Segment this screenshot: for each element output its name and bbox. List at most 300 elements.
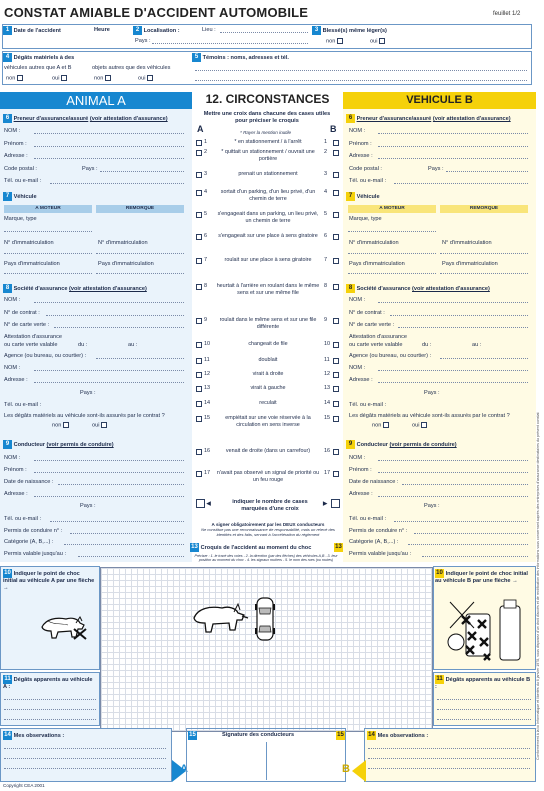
circ-9-a-number: 9 xyxy=(204,317,208,323)
b-contrat-label: N° de contrat : xyxy=(349,310,385,316)
b-pays-immat-line[interactable] xyxy=(348,273,436,274)
circ-10-a-checkbox[interactable] xyxy=(196,342,202,348)
circ-4-text: sortait d'un parking, d'un lieu privé, d'un chemin de terre xyxy=(220,189,316,202)
a-categorie-line[interactable] xyxy=(64,544,184,545)
side-legal-text: Conformément à la loi Informatique et libertés du 6 janvier 1978, vous disposez d'un droit d'accès et de rectification des informations vous concernant auprès des entreprises d'assurance destinataires du présent constat xyxy=(536,412,540,760)
circ-8-a-checkbox[interactable] xyxy=(196,284,202,290)
circ-17-b-checkbox[interactable] xyxy=(333,471,339,477)
section-1-badge: 1 xyxy=(3,26,12,35)
blesses-non-checkbox[interactable] xyxy=(337,38,343,44)
b-du-label: du : xyxy=(422,342,432,348)
b-choc-wrap xyxy=(435,569,531,585)
a-naissance-line[interactable] xyxy=(58,484,184,485)
signature-label: Signature des conducteurs xyxy=(222,732,295,738)
section-3-badge: 3 xyxy=(312,26,321,35)
section-13-badge-b-wrap xyxy=(334,543,343,552)
circ-12-b-checkbox[interactable] xyxy=(333,372,339,378)
circ-row-4 xyxy=(194,188,342,208)
a-contrat-label: N° de contrat : xyxy=(4,310,40,316)
degats-obj-oui-checkbox[interactable] xyxy=(147,75,153,81)
lieu-line[interactable] xyxy=(220,32,308,33)
b-degats-non-checkbox[interactable] xyxy=(383,422,389,428)
circ-9-a-checkbox[interactable] xyxy=(196,318,202,324)
circ-15-a-checkbox[interactable] xyxy=(196,416,202,422)
b-section-14-badge: 14 xyxy=(368,732,375,738)
a-cond-prenom-line[interactable] xyxy=(34,472,184,473)
b-degats-oui-checkbox[interactable] xyxy=(421,422,427,428)
b-societe-label: Société d'assurance xyxy=(356,285,411,292)
b-degats-line-1[interactable] xyxy=(437,699,531,700)
b-agence-adresse-line[interactable] xyxy=(378,382,528,383)
degats-veh-non-wrap xyxy=(6,75,23,81)
a-preneur-wrap xyxy=(3,114,168,123)
b-pays-label: Pays : xyxy=(428,166,444,172)
a-cond-pays-label: Pays : xyxy=(80,503,96,509)
a-permis-label: Permis de conduire n° : xyxy=(4,528,63,534)
circ-row-8 xyxy=(194,282,342,302)
a-agence-nom-label: NOM : xyxy=(4,365,21,371)
b-soc-nom-line[interactable] xyxy=(378,302,528,303)
a-vehicule-label: Véhicule xyxy=(13,193,37,200)
circ-5-text: s'engageait dans un parking, un lieu privé, un chemin de terre xyxy=(217,211,319,224)
degats-label: Dégâts matériels à des xyxy=(13,54,75,61)
circ-16-b-checkbox[interactable] xyxy=(333,449,339,455)
section-5-badge: 5 xyxy=(192,53,201,62)
b-permis-line[interactable] xyxy=(414,533,528,534)
b-vehicule-label: Véhicule xyxy=(356,193,380,200)
circ-10-text: changeait de file xyxy=(248,341,288,347)
circ-8-b-number: 8 xyxy=(324,283,328,289)
a-cond-prenom-label: Prénom : xyxy=(4,467,27,473)
circ-1-b-checkbox[interactable] xyxy=(333,140,339,146)
b-au-label: au : xyxy=(472,342,482,348)
signature-badge-a-wrap xyxy=(188,731,197,740)
b-attestation-label: Attestation d'assurance xyxy=(349,334,407,340)
circ-6-text: s'engageait sur une place à sens giratoire xyxy=(218,233,318,239)
circ-1-a-number: 1 xyxy=(204,139,208,145)
section-4-badge: 4 xyxy=(3,53,12,62)
circ-1-b-number: 1 xyxy=(324,139,328,145)
degats-wrap xyxy=(3,53,74,62)
circ-12-text: virait à droite xyxy=(252,371,284,377)
a-adresse-label: Adresse : xyxy=(4,153,28,159)
a-degats-line-2[interactable] xyxy=(4,709,96,710)
b-preneur-wrap xyxy=(346,114,511,123)
a-prenom-label: Prénom : xyxy=(4,141,27,147)
a-obs-line-3[interactable] xyxy=(4,768,166,769)
b-naissance-label: Date de naissance : xyxy=(349,479,399,485)
a-degats-line-3[interactable] xyxy=(4,719,96,720)
circ-10-b-checkbox[interactable] xyxy=(333,342,339,348)
circ-4-a-number: 4 xyxy=(204,189,208,195)
circ-6-b-number: 6 xyxy=(324,233,328,239)
b-degats-line-2[interactable] xyxy=(437,709,531,710)
a-immat-label: N° d'immatriculation xyxy=(4,240,54,246)
temoins-line-2[interactable] xyxy=(195,80,527,81)
a-valable-label: ou carte verte valable xyxy=(4,342,58,348)
circ-9-text: roulait dans le même sens et sur une file différente xyxy=(219,317,317,330)
circ-7-text: roulait sur une place à sens giratoire xyxy=(224,257,312,263)
circ-15-b-number: 15 xyxy=(324,415,331,421)
b-remorque-pays-immat-label: Pays d'immatriculation xyxy=(442,261,498,267)
circ-row-9 xyxy=(194,316,342,336)
b-adresse-label: Adresse : xyxy=(349,153,373,159)
pays-line[interactable] xyxy=(152,43,308,44)
circ-7-b-checkbox[interactable] xyxy=(333,258,339,264)
blesses-oui-checkbox[interactable] xyxy=(379,38,385,44)
circ-3-b-number: 3 xyxy=(324,171,328,177)
b-preneur-label: Preneur d'assurance/assuré xyxy=(356,115,432,122)
form-title: CONSTAT AMIABLE D'ACCIDENT AUTOMOBILE xyxy=(4,5,309,20)
b-obs-line-3[interactable] xyxy=(368,768,530,769)
a-degats-oui-wrap xyxy=(92,422,107,428)
a-remorque-head: REMORQUE xyxy=(96,205,184,213)
a-agence-nom-line[interactable] xyxy=(34,370,184,371)
a-carte-verte-line[interactable] xyxy=(54,327,184,328)
b-nom-line[interactable] xyxy=(378,133,528,134)
circ-16-text: venait de droite (dans un carrefour) xyxy=(225,448,311,454)
a-section-11-badge: 11 xyxy=(4,676,11,682)
degats-obj-non: non xyxy=(94,75,104,82)
a-remorque-immat-label: N° d'immatriculation xyxy=(98,240,148,246)
copyright: Copyright CEA 2001 xyxy=(3,783,45,788)
circ-14-a-number: 14 xyxy=(204,400,211,406)
circ-13-b-checkbox[interactable] xyxy=(333,386,339,392)
circ-6-a-checkbox[interactable] xyxy=(196,234,202,240)
b-pays-line[interactable] xyxy=(446,171,528,172)
a-agence-label: Agence (ou bureau, ou courtier) : xyxy=(4,353,87,359)
a-agence-adresse-line[interactable] xyxy=(34,382,184,383)
circ-2-a-checkbox[interactable] xyxy=(196,150,202,156)
circ-6-b-checkbox[interactable] xyxy=(333,234,339,240)
circ-5-b-checkbox[interactable] xyxy=(333,212,339,218)
b-cond-tel-line[interactable] xyxy=(394,521,528,522)
date-label: Date de l'accident xyxy=(13,27,61,34)
b-observations-wrap xyxy=(367,731,428,740)
circ-row-7 xyxy=(194,256,342,276)
circ-3-a-checkbox[interactable] xyxy=(196,172,202,178)
section-13-badge: 13 xyxy=(191,544,198,550)
a-pays-label: Pays : xyxy=(82,166,98,172)
circ-17-b-number: 17 xyxy=(324,470,331,476)
circ-10-b-number: 10 xyxy=(324,341,331,347)
a-conducteur-wrap xyxy=(3,440,114,449)
a-prenom-line[interactable] xyxy=(34,146,184,147)
b-agence-nom-line[interactable] xyxy=(378,370,528,371)
a-degats-non-wrap xyxy=(52,422,69,428)
b-cond-prenom-line[interactable] xyxy=(378,472,528,473)
a-conducteur-note: (voir permis de conduire) xyxy=(46,441,114,448)
a-nom-line[interactable] xyxy=(34,133,184,134)
b-agence-line[interactable] xyxy=(440,358,528,359)
circ-8-b-checkbox[interactable] xyxy=(333,284,339,290)
b-agence-label: Agence (ou bureau, ou courtier) : xyxy=(349,353,432,359)
b-agence-pays-label: Pays : xyxy=(424,390,440,396)
a-pays-immat-label: Pays d'immatriculation xyxy=(4,261,60,267)
circ-17-a-checkbox[interactable] xyxy=(196,471,202,477)
b-obs-line-2[interactable] xyxy=(368,758,530,759)
objets-label: objets autres que des véhicules xyxy=(92,65,171,71)
b-tel-line[interactable] xyxy=(394,183,528,184)
b-marque-line[interactable] xyxy=(348,231,436,232)
circ-5-a-checkbox[interactable] xyxy=(196,212,202,218)
a-nom-label: NOM : xyxy=(4,128,21,134)
circ-3-text: prenait un stationnement xyxy=(238,171,298,177)
a-au-label: au : xyxy=(128,342,138,348)
a-categorie-label: Catégorie (A, B,...) : xyxy=(4,539,54,545)
circ-1-a-checkbox[interactable] xyxy=(196,140,202,146)
b-cond-pays-label: Pays : xyxy=(424,503,440,509)
lieu-label: Lieu : xyxy=(202,27,216,33)
circ-count-a-box[interactable] xyxy=(196,499,205,508)
b-agence-tel-label: Tél. ou e-mail : xyxy=(349,402,386,408)
a-cp-label: Code postal : xyxy=(4,166,37,172)
b-degats-oui-wrap xyxy=(412,422,427,428)
a-agence-pays-label: Pays : xyxy=(80,390,96,396)
circ-14-b-checkbox[interactable] xyxy=(333,401,339,407)
circ-3-b-checkbox[interactable] xyxy=(333,172,339,178)
circ-2-a-number: 2 xyxy=(204,149,208,155)
date-label-wrap xyxy=(3,26,61,35)
a-section-9-badge: 9 xyxy=(3,440,12,449)
a-contrat-line[interactable] xyxy=(46,315,184,316)
circ-col-b: B xyxy=(330,124,337,134)
b-vehicle-drawing xyxy=(444,598,526,664)
b-section-7-badge: 7 xyxy=(346,192,355,201)
a-pays-line[interactable] xyxy=(100,171,184,172)
arrow-b-icon xyxy=(352,760,366,782)
b-remorque-head: REMORQUE xyxy=(440,205,528,213)
a-cond-nom-line[interactable] xyxy=(34,460,184,461)
a-cond-adresse-label: Adresse : xyxy=(4,491,28,497)
b-prenom-line[interactable] xyxy=(378,146,528,147)
circ-2-text: * quittait un stationnement / ouvrait une portière xyxy=(221,149,315,162)
circ-count-wrap: ◀ xyxy=(194,499,211,508)
circ-12-a-checkbox[interactable] xyxy=(196,372,202,378)
a-marque-label: Marque, type xyxy=(4,216,37,222)
circ-14-text: reculait xyxy=(259,400,277,406)
a-permis-valable-label: Permis valable jusqu'au : xyxy=(4,551,67,557)
degats-obj-oui-wrap xyxy=(138,75,153,81)
a-degats-non-checkbox[interactable] xyxy=(63,422,69,428)
b-immat-line[interactable] xyxy=(348,253,436,254)
b-observations-label: Mes observations : xyxy=(377,732,429,739)
circ-12-a-number: 12 xyxy=(204,371,211,377)
temoins-line-1[interactable] xyxy=(195,70,527,71)
a-adresse-line[interactable] xyxy=(34,158,184,159)
degats-obj-oui: oui xyxy=(138,75,146,82)
a-animal-drawing xyxy=(40,613,92,643)
temoins-wrap xyxy=(192,53,289,62)
circ-9-b-checkbox[interactable] xyxy=(333,318,339,324)
heure-label: Heure xyxy=(94,27,110,33)
circ-4-a-checkbox[interactable] xyxy=(196,190,202,196)
a-degats-line-1[interactable] xyxy=(4,699,96,700)
b-tel-label: Tél. ou e-mail : xyxy=(349,178,386,184)
accident-sketch[interactable] xyxy=(100,567,433,732)
b-marque-label: Marque, type xyxy=(349,216,382,222)
a-permis-line[interactable] xyxy=(70,533,184,534)
a-attestation-label: Attestation d'assurance xyxy=(4,334,62,340)
pays-label: Pays : xyxy=(135,38,151,44)
b-remorque-immat-line[interactable] xyxy=(440,253,528,254)
a-soc-nom-line[interactable] xyxy=(34,302,184,303)
b-vehicule-wrap xyxy=(346,192,380,201)
a-remorque-immat-line[interactable] xyxy=(96,253,184,254)
circ-row-6 xyxy=(194,232,342,252)
a-degats-oui: oui xyxy=(92,422,100,429)
circ-2-b-number: 2 xyxy=(324,149,328,155)
a-carte-verte-label: N° de carte verte : xyxy=(4,322,50,328)
a-tel-line[interactable] xyxy=(50,183,184,184)
sketch-car-drawing xyxy=(254,596,276,642)
arrow-a-letter: A xyxy=(180,763,188,775)
a-obs-line-1[interactable] xyxy=(4,748,166,749)
a-pays-immat-line[interactable] xyxy=(4,273,92,274)
b-degats-line-3[interactable] xyxy=(437,719,531,720)
column-a-header: ANIMAL A xyxy=(0,92,192,109)
b-section-9-badge: 9 xyxy=(346,440,355,449)
circ-7-a-number: 7 xyxy=(204,257,208,263)
a-section-10-badge: 10 xyxy=(4,570,11,576)
sketch-animal-drawing xyxy=(192,600,250,638)
b-cond-prenom-label: Prénom : xyxy=(349,467,372,473)
croquis-label: Croquis de l'accident au moment du choc xyxy=(200,544,312,551)
circ-15-b-checkbox[interactable] xyxy=(333,416,339,422)
circ-title: 12. CIRCONSTANCES xyxy=(205,92,330,106)
circ-4-b-checkbox[interactable] xyxy=(333,190,339,196)
circ-instructions: Mettre une croix dans chacune des cases utiles pour préciser le croquis xyxy=(203,111,331,124)
b-permis-valable-line[interactable] xyxy=(422,556,528,557)
a-section-7-badge: 7 xyxy=(3,192,12,201)
a-observations-label: Mes observations : xyxy=(13,732,65,739)
b-section-8-badge: 8 xyxy=(346,284,355,293)
circ-2-b-checkbox[interactable] xyxy=(333,150,339,156)
circ-16-b-number: 16 xyxy=(324,448,331,454)
circ-6-a-number: 6 xyxy=(204,233,208,239)
circ-12-b-number: 12 xyxy=(324,371,331,377)
veh-ab-label: véhicules autres que A et B xyxy=(4,65,72,71)
circ-14-b-number: 14 xyxy=(324,400,331,406)
circ-11-a-checkbox[interactable] xyxy=(196,358,202,364)
circ-col-a: A xyxy=(197,124,204,134)
a-obs-line-2[interactable] xyxy=(4,758,166,759)
b-moteur-head: A MOTEUR xyxy=(348,205,436,213)
blesses-oui-wrap xyxy=(370,38,385,44)
sign-note-2: Ne constitue pas une reconnaissance de responsabilité, mais un relevé des identités et des faits, servant à l'accélération du règlement xyxy=(201,527,335,537)
a-cond-adresse-line[interactable] xyxy=(34,496,184,497)
circ-13-b-number: 13 xyxy=(324,385,331,391)
a-societe-label: Société d'assurance xyxy=(13,285,68,292)
b-degats-non: non xyxy=(372,422,382,429)
a-choc-wrap xyxy=(3,569,95,591)
column-b-header: VEHICULE B xyxy=(343,92,536,109)
circ-15-a-number: 15 xyxy=(204,415,211,421)
a-section-6-badge: 6 xyxy=(3,114,12,123)
circ-14-a-checkbox[interactable] xyxy=(196,401,202,407)
a-cond-nom-label: NOM : xyxy=(4,455,21,461)
circ-11-b-checkbox[interactable] xyxy=(333,358,339,364)
degats-obj-non-checkbox[interactable] xyxy=(105,75,111,81)
b-prenom-label: Prénom : xyxy=(349,141,372,147)
circ-count-label: indiquer le nombre de cases marquées d'une croix xyxy=(232,499,308,512)
a-degats-oui-checkbox[interactable] xyxy=(101,422,107,428)
b-agence-nom-label: NOM : xyxy=(349,365,366,371)
b-adresse-line[interactable] xyxy=(378,158,528,159)
circ-16-a-checkbox[interactable] xyxy=(196,449,202,455)
b-categorie-line[interactable] xyxy=(408,544,528,545)
a-observations-wrap xyxy=(3,731,64,740)
a-section-8-badge: 8 xyxy=(3,284,12,293)
degats-veh-oui-checkbox[interactable] xyxy=(61,75,67,81)
b-conducteur-note: (voir permis de conduire) xyxy=(389,441,457,448)
b-degats-assures: Les dégâts matériels au véhicule sont-ils assurés par le contrat ? xyxy=(349,413,510,419)
circ-row-2 xyxy=(194,148,342,168)
circ-row-15 xyxy=(194,414,342,434)
circ-15-text: empiétait sur une voie réservée à la circulation en sens inverse xyxy=(225,415,311,428)
b-conducteur-label: Conducteur xyxy=(356,441,388,448)
circ-row-17 xyxy=(194,469,342,489)
circ-row-5 xyxy=(194,210,342,230)
loc-label-wrap xyxy=(133,26,180,35)
croquis-note: Préciser : 1. le tracé des voies - 2. la direction (par des flèches) des véhicules A,B - 3. leur position au moment du choc - 4. les signaux routiers - 5. le nom des rues (ou routes) xyxy=(194,554,338,563)
a-remorque-pays-immat-line[interactable] xyxy=(96,273,184,274)
b-cond-adresse-line[interactable] xyxy=(378,496,528,497)
b-categorie-label: Catégorie (A, B,...) : xyxy=(349,539,399,545)
b-conducteur-wrap xyxy=(346,440,457,449)
circ-8-text: heurtait à l'arrière en roulant dans le même sens et sur une même file xyxy=(216,283,320,296)
b-remorque-pays-immat-line[interactable] xyxy=(440,273,528,274)
a-cond-tel-label: Tél. ou e-mail : xyxy=(4,516,41,522)
degats-veh-oui-wrap xyxy=(52,75,67,81)
a-agence-line[interactable] xyxy=(96,358,184,359)
b-carte-verte-line[interactable] xyxy=(398,327,528,328)
loc-label: Localisation : xyxy=(143,27,180,34)
circ-7-a-checkbox[interactable] xyxy=(196,258,202,264)
circ-count-b-box[interactable] xyxy=(331,499,340,508)
circ-13-a-checkbox[interactable] xyxy=(196,386,202,392)
a-immat-line[interactable] xyxy=(4,253,92,254)
b-contrat-line[interactable] xyxy=(390,315,528,316)
blesses-wrap xyxy=(312,26,387,35)
circ-17-text: n'avait pas observé un signal de priorité ou un feu rouge xyxy=(216,470,320,483)
b-agence-adresse-label: Adresse : xyxy=(349,377,373,383)
section-13-badge-b: 13 xyxy=(335,544,342,550)
b-section-11-badge: 11 xyxy=(436,676,443,682)
b-obs-line-1[interactable] xyxy=(368,748,530,749)
circ-row-3 xyxy=(194,170,342,190)
b-naissance-line[interactable] xyxy=(402,484,528,485)
b-immat-label: N° d'immatriculation xyxy=(349,240,399,246)
a-degats-apparents-wrap xyxy=(3,675,97,691)
b-soc-nom-label: NOM : xyxy=(349,297,366,303)
circ-9-b-number: 9 xyxy=(324,317,328,323)
a-cond-tel-line[interactable] xyxy=(50,521,184,522)
a-tel-label: Tél. ou e-mail : xyxy=(4,178,41,184)
b-cond-nom-line[interactable] xyxy=(378,460,528,461)
croquis-wrap xyxy=(190,543,311,552)
b-cp-label: Code postal : xyxy=(349,166,382,172)
a-section-14-badge: 14 xyxy=(4,732,11,738)
sign-note: A signer obligatoirement par les DEUX conducteurs xyxy=(211,522,325,527)
b-section-10-badge: 10 xyxy=(436,570,443,576)
a-marque-line[interactable] xyxy=(4,231,92,232)
degats-veh-non-checkbox[interactable] xyxy=(17,75,23,81)
b-cond-nom-label: NOM : xyxy=(349,455,366,461)
a-societe-note: (voir attestation d'assurance) xyxy=(69,285,147,292)
b-remorque-immat-label: N° d'immatriculation xyxy=(442,240,492,246)
a-permis-valable-line[interactable] xyxy=(78,556,184,557)
